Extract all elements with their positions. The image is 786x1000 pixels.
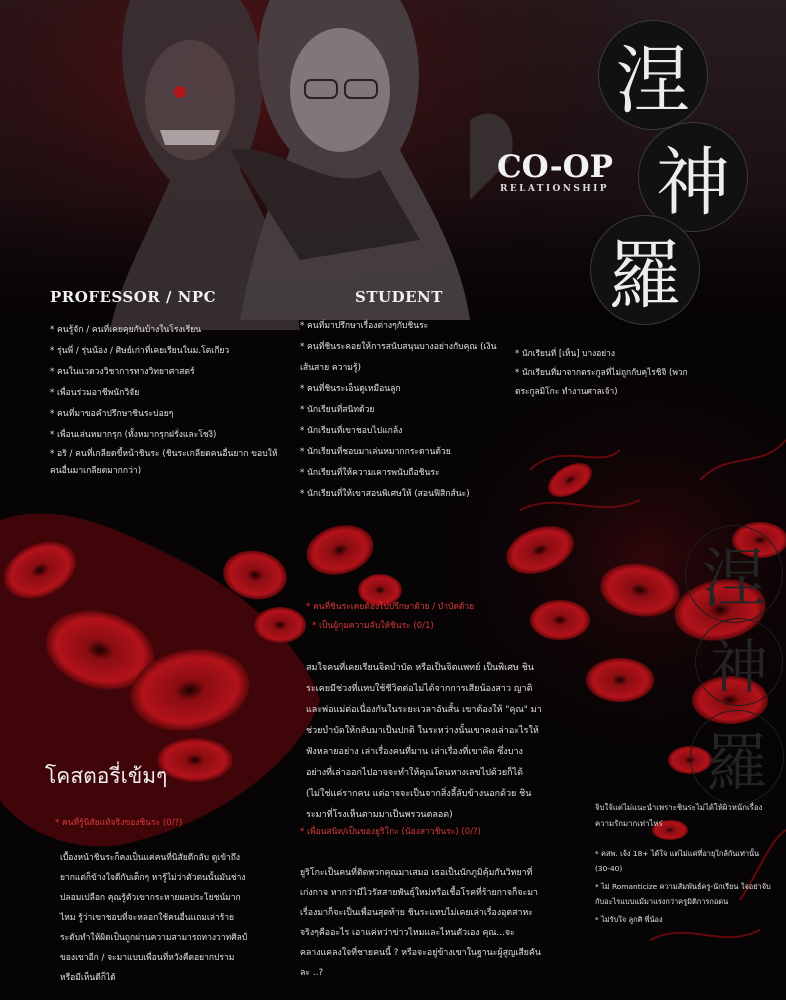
dark-story-body: เบื้องหน้าชินระก็คงเป็นแค่คนที่นิสัยดีกลับ ดูเข้าถึงยากแต่ก็ข้างใจดีกับเด็กๆ หารู้ไม่ว่าตัวตนนั้นมันช่างปลอมเปลือก คุณรู้ตัวเขากระหายผลประโยชน์มากไหม รู้ว่าเขาชอบที่จะหลอกใช้คนอื่นแถมเล่าร้ายระดับทำให้ผิดเป็นถูกผ่านความสามารถทางวาทศิลป์ของเขาอีก / จะมาแบบเพื่อนที่หวังคืดอยากปราม หรือมีเห็นดีก็ได้ bbox=[60, 853, 248, 983]
professor-heading: PROFESSOR / NPC bbox=[50, 288, 217, 306]
list-item: * คสพ. เจ้ง 18+ ได้ใจ แต่ไม่แค่ที่อายุใกล้กันเท่านั้น (30-40) bbox=[595, 846, 775, 876]
kanji-circle-3 bbox=[590, 215, 700, 325]
list-item: * คนที่มาปรึกษาเรื่องต่างๆกับชินระ bbox=[300, 316, 505, 337]
yuriko-section bbox=[300, 822, 545, 983]
list-item: * คนรู้จัก / คนที่เคยคุยกันบ้างในโรงเรียน bbox=[50, 320, 280, 341]
student-section bbox=[300, 316, 505, 505]
list-item: * คนที่ชินระคอยให้การสนับสนุนบางอย่างกับคุณ (เงิน เส้นสาย ความรู้) bbox=[300, 337, 505, 379]
consult-section bbox=[306, 598, 542, 826]
list-item: * นักเรียนที่ให้ความเคารพนับถือชินระ bbox=[300, 463, 505, 484]
kanji-char: 涅 bbox=[702, 543, 766, 617]
kanji-ghost-2 bbox=[695, 618, 783, 706]
kanji-char: 神 bbox=[656, 140, 730, 226]
list-item: * ไม่รับใจ ลูกศิ พี่น้อง bbox=[595, 912, 775, 927]
student-list bbox=[300, 316, 505, 505]
kanji-circle-1 bbox=[598, 20, 708, 130]
list-item: * นักเรียนที่ชอบมาเล่นหมากกระดานด้วย bbox=[300, 442, 505, 463]
dark-story-heading: โคสตอรี่เข้มๆ bbox=[45, 764, 168, 788]
list-item: * นักเรียนที่เขาชอบไปแกล้ง bbox=[300, 421, 505, 442]
banner-title: CO-OP bbox=[497, 149, 613, 185]
list-item: * คนที่ชินระเอ็นดูเหมือนลูก bbox=[300, 379, 505, 400]
student-right-section bbox=[515, 344, 690, 401]
consult-body: สมใจคนที่เคยเรียนจิตบำบัด หรือเป็นจิตแพทย์ เป็นพิเศษ ชินระเคยมีช่วงที่แทบใช้ชีวิตต่อไม่ได้จากการเสียน้องสาว ญาติและพ่อแม่ต่อเนื่องกันในระยะเวลาอันสั้น เขาต้องให้ "คุณ" มาช่วยบำบัดให้กลับมาเป็นปกติ ในระหว่างนั้นเขาคงเล่าอะไรให้ฟังหลายอย่าง เล่าเรื่องคนที่มาน เล่าเรื่องที่เขาคิด ซึ่งบางอย่างที่เล่าออกไปอาจจะทำให้คุณโดนหางเลขไปด้วยก็ได้ (ไม่ใช่แค่รากคน แต่อาจจะเป็นจากสิ่งลี้ลับข้างนอกด้วย ชินระมาที่โรงเห็นตามมาเป็นพรวนตลอด) bbox=[306, 663, 542, 820]
rules-intro: จิบใจ้แต่ไม่แนะนำเพราะชินระไม่ได้ให้ผิวหนักเรื่องความรักมากเท่าไหร่ bbox=[595, 803, 763, 828]
list-item: * รุ่นพี่ / รุ่นน้อง / ศิษย์เก่าที่เคยเรียนในม.โตเกียว bbox=[50, 341, 280, 362]
kanji-char: 羅 bbox=[705, 725, 768, 799]
banner-subtitle: RELATIONSHIP bbox=[500, 184, 609, 194]
list-item: * คนในแวดวงวิชาการทางวิทยาศาสตร์ bbox=[50, 362, 280, 383]
list-item: * อริ / คนที่เกลียดขี้หน้าชินระ (ชินระเกลียดคนอื่นยาก ขอบให้คนอื่นมาเกลียดมากกว่า) bbox=[50, 446, 280, 480]
banner-title-group bbox=[497, 150, 637, 194]
dark-story-note: * คนที่รู้นิสัยแท้จริงของชินระ (0/?) bbox=[55, 818, 183, 828]
consult-note-2: * เป็นผู้กุมความลับให้ชินระ (0/1) bbox=[312, 621, 434, 631]
kanji-char: 涅 bbox=[616, 38, 690, 124]
dark-story-section bbox=[45, 760, 250, 988]
professor-section bbox=[50, 288, 280, 480]
list-item: * ไม่ Romanticize ความสัมพันธ์ครู-นักเรียน ใจอย่าจับกับอะไรแบบแม้มาแรงกว่าครูมิติการกอดน bbox=[595, 879, 775, 909]
kanji-char: 神 bbox=[709, 633, 768, 701]
professor-list bbox=[50, 320, 280, 480]
rules-section bbox=[595, 800, 775, 927]
student-heading: STUDENT bbox=[355, 288, 443, 306]
list-item: * เพื่อนเล่นหมากรุก (ทั้งหมากรุกฝรั่งและโชงิ) bbox=[50, 425, 280, 446]
kanji-char: 羅 bbox=[608, 233, 682, 319]
list-item: * นักเรียนที่ให้เขาสอนพิเศษให้ (สอนฟิสิกส์นะ) bbox=[300, 484, 505, 505]
yuriko-note: * เพื่อนสนิท/เป็นของยูริโกะ (น้องสาวชินระ) (0/?) bbox=[300, 827, 481, 837]
kanji-ghost-1 bbox=[685, 525, 783, 623]
list-item: * นักเรียนที่สนิทด้วย bbox=[300, 400, 505, 421]
kanji-ghost-3 bbox=[690, 710, 784, 804]
student-right-list bbox=[515, 344, 690, 401]
rules-list bbox=[595, 846, 775, 927]
list-item: * นักเรียนที่มาจากตระกูลที่ไม่ถูกกับคุไรชิจิ (พวกตระกูลมิโกะ ทำงานศาลเจ้า) bbox=[515, 363, 690, 401]
list-item: * นักเรียนที่ [เห็น] บางอย่าง bbox=[515, 344, 690, 363]
list-item: * คนที่มาขอคำปรึกษาชินระบ่อยๆ bbox=[50, 404, 280, 425]
yuriko-body: ยูริโกะเป็นคนที่ติดพวกคุณมาเสมอ เธอเป็นนักภูมิคุ้มกันวิทยาที่เก่งกาจ หากว่ามีไวรัสสายพันธุ์ใหม่หรือเชื้อโรคที่ร้ายกาจก็จะมาเรื่องมาก็จะเป็นเพื่อนสุดท้าย ชินระแทบไม่เคยเล่าเรื่องอุตสาหะจริงๆคืออะไร เอาแค่หว่าข่าวไหมและไหนตัวเอง คุณ...จะคลางแคลงใจที่ชายคนนี้ ? หรือจะอยู่ข้างเขาในฐานะผู้สูญเสียคันละ ..? bbox=[300, 868, 541, 978]
list-item: * เพื่อนร่วมอาชีพนักวิจัย bbox=[50, 383, 280, 404]
consult-note-1: * คนที่ชินระเคยต้องไปปรึกษาด้วย / บำบัดด้วย bbox=[306, 602, 475, 612]
